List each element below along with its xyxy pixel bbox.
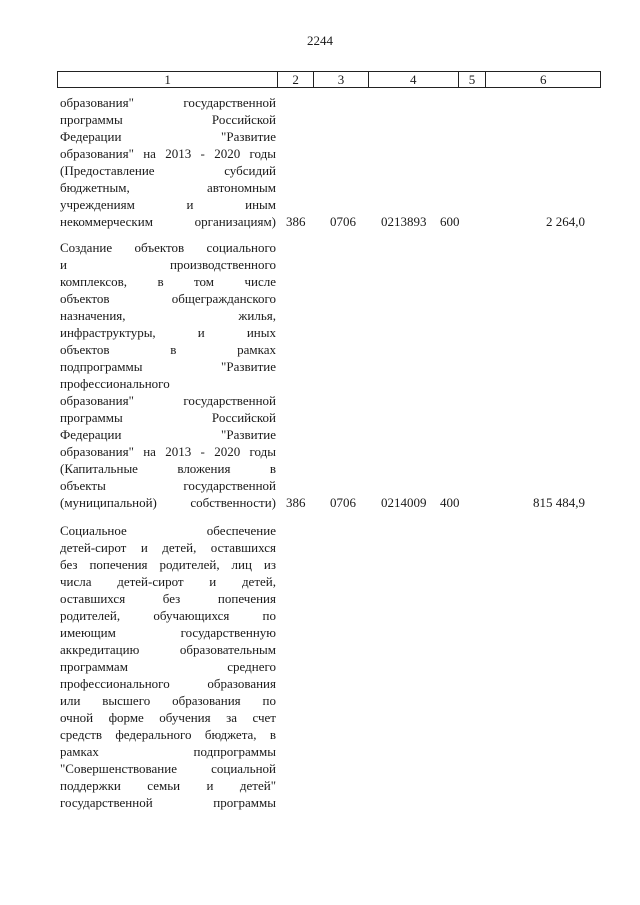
desc-line: "Совершенствование социальной [60, 761, 276, 776]
cell-amount: 815 484,9 [533, 495, 585, 510]
desc-line: оставшихся без попечения [60, 591, 276, 606]
desc-line: программам среднего [60, 659, 276, 674]
desc-line: государственной программы [60, 795, 276, 810]
desc-line: образования" государственной [60, 95, 276, 110]
cell-gr: 386 [286, 495, 306, 510]
desc-line: профессионального [60, 376, 170, 391]
desc-line: образования" на 2013 - 2020 годы [60, 444, 276, 459]
desc-line: аккредитацию образовательным [60, 642, 276, 657]
header-col-1: 1 [164, 72, 171, 87]
row-description [60, 94, 276, 230]
desc-line: учреждениям и иным [60, 197, 276, 212]
desc-line: родителей, обучающихся по [60, 608, 276, 623]
cell-rz: 0706 [330, 495, 356, 510]
page-number: 2244 [307, 33, 333, 48]
desc-line: Социальное обеспечение [60, 523, 276, 538]
desc-line: объектов в рамках [60, 342, 276, 357]
cell-rz: 0706 [330, 214, 356, 229]
desc-line: (Капитальные вложения в [60, 461, 276, 476]
cell-gr: 386 [286, 214, 306, 229]
desc-line: очной форме обучения за счет [60, 710, 276, 725]
desc-line: некоммерческим организациям) [60, 214, 276, 229]
desc-line: Федерации "Развитие [60, 427, 276, 442]
desc-line: профессионального образования [60, 676, 276, 691]
desc-line: без попечения родителей, лиц из [60, 557, 276, 572]
header-col-4: 4 [368, 72, 458, 87]
table-header-row [57, 71, 601, 88]
desc-line: имеющим государственную [60, 625, 276, 640]
desc-line: Создание объектов социального [60, 240, 276, 255]
cell-amount: 2 264,0 [546, 214, 585, 229]
desc-line: объектов общегражданского [60, 291, 276, 306]
desc-line: бюджетным, автономным [60, 180, 276, 195]
desc-line: подпрограммы "Развитие [60, 359, 276, 374]
header-col-6: 6 [485, 72, 600, 87]
header-col-3: 3 [313, 72, 368, 87]
desc-line: инфраструктуры, и иных [60, 325, 276, 340]
cell-cs: 0214009 [381, 495, 427, 510]
cell-vr: 600 [440, 214, 460, 229]
desc-line: поддержки семьи и детей" [60, 778, 276, 793]
desc-line: (Предоставление субсидий [60, 163, 276, 178]
desc-line: Федерации "Развитие [60, 129, 276, 144]
desc-line: детей-сирот и детей, оставшихся [60, 540, 276, 555]
cell-vr: 400 [440, 495, 460, 510]
desc-line: программы Российской [60, 410, 276, 425]
desc-line: числа детей-сирот и детей, [60, 574, 276, 589]
desc-line: комплексов, в том числе [60, 274, 276, 289]
row-description [60, 239, 276, 511]
desc-line: или высшего образования по [60, 693, 276, 708]
desc-line: (муниципальной) собственности) [60, 495, 276, 510]
desc-line: средств федерального бюджета, в [60, 727, 276, 742]
desc-line: образования" на 2013 - 2020 годы [60, 146, 276, 161]
desc-line: и производственного [60, 257, 276, 272]
desc-line: программы Российской [60, 112, 276, 127]
desc-line: образования" государственной [60, 393, 276, 408]
cell-cs: 0213893 [381, 214, 427, 229]
desc-line: объекты государственной [60, 478, 276, 493]
row-description [60, 522, 276, 811]
desc-line: рамках подпрограммы [60, 744, 276, 759]
desc-line: назначения, жилья, [60, 308, 276, 323]
header-col-5: 5 [458, 72, 486, 87]
header-col-2: 2 [277, 72, 313, 87]
